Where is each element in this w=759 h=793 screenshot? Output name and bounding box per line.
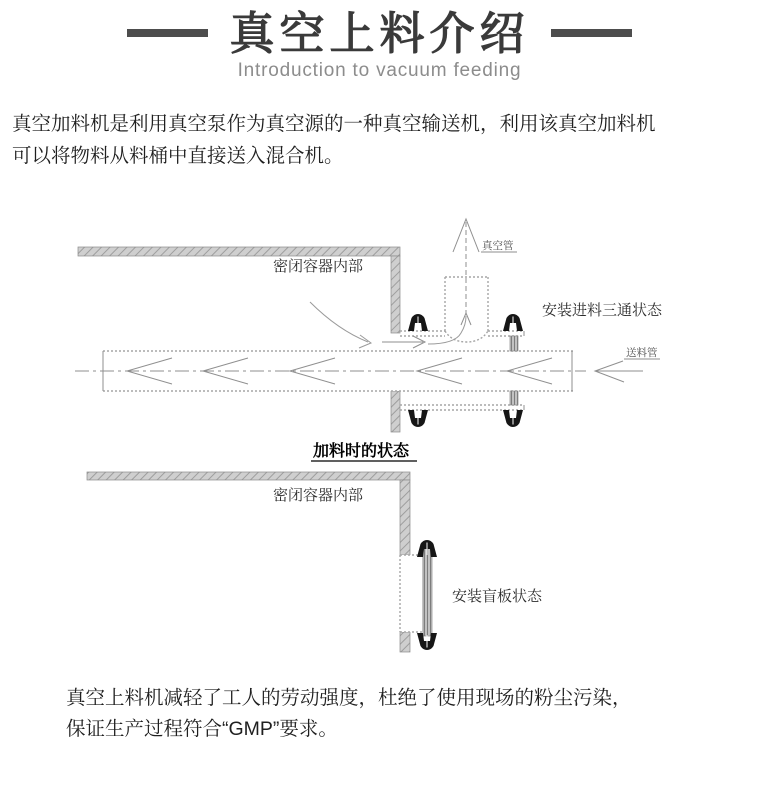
blind-plate-state-label: 安装盲板状态 [452,588,543,605]
feed-pipe-leader-arrow [595,361,643,382]
outro-paragraph [66,683,632,745]
top-wall-vertical-upper [391,256,400,333]
blind-plate [423,548,432,636]
container-inside-label-top: 密闭容器内部 [273,258,364,275]
outro-line-1: 真空上料机减轻了工人的劳动强度，杜绝了使用现场的粉尘污染， [66,687,632,709]
clamp-top-left [408,314,428,331]
page-title: 真空上料介绍 [229,6,530,60]
bottom-wall-vertical-upper [400,480,410,555]
diagram-blind-plate [87,472,543,652]
feed-pipe-label: 送料管 [626,347,658,359]
page-subtitle: Introduction to vacuum feeding [237,60,522,81]
top-wall-horizontal [78,247,400,256]
pipe-stub [400,555,423,632]
outro-line-2: 保证生产过程符合“GMP”要求。 [66,718,338,740]
blind-plate-clamp-top [417,540,437,557]
intro-line-2: 可以将物料从料桶中直接送入混合机。 [12,145,344,167]
feeding-state-caption: 加料时的状态 [313,443,410,460]
bottom-wall-vertical-lower [400,632,410,652]
ferrule-strip-lower [510,391,518,405]
clamp-top-right [503,314,523,331]
tee-state-label: 安装进料三通状态 [542,302,663,319]
ferrule-strip-upper [510,336,518,351]
container-inside-label-bottom: 密闭容器内部 [273,487,364,504]
conveying-pipe [75,351,586,391]
blind-plate-clamp-bottom [417,633,437,650]
bottom-wall-horizontal [87,472,410,480]
vacuum-pipe-label: 真空管 [482,240,514,252]
intro-line-1: 真空加料机是利用真空泵作为真空源的一种真空输送机，利用该真空加料机 [12,113,656,135]
top-wall-vertical-lower [391,391,400,432]
clamp-bottom-left [408,410,428,427]
diagram-feeding-tee [75,219,663,461]
clamp-bottom-right [503,410,523,427]
